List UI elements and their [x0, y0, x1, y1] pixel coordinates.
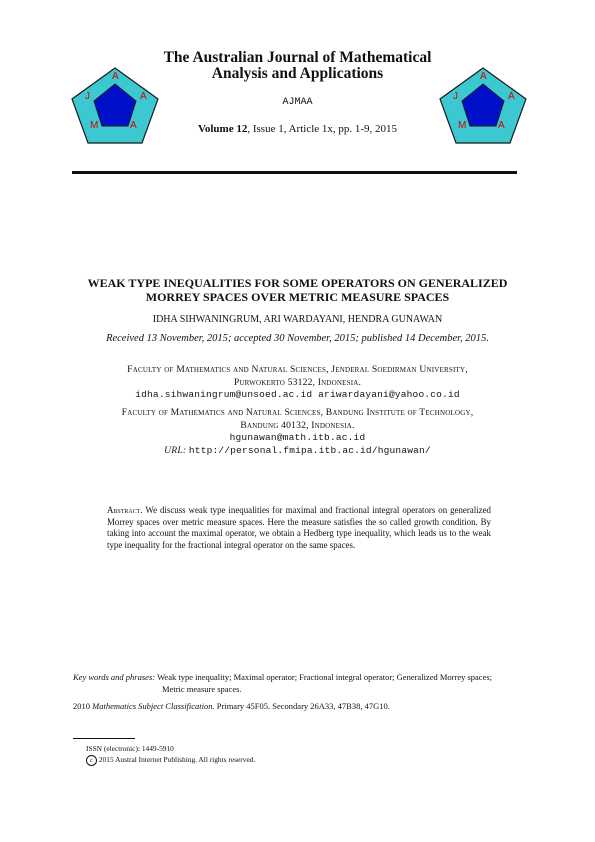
paper-title-line: WEAK TYPE INEQUALITIES FOR SOME OPERATORS ON GENERALIZED: [87, 276, 508, 290]
paper-title: [60, 276, 535, 304]
logo-letter: A: [112, 71, 119, 82]
volume-number: Volume 12: [197, 123, 248, 135]
header-rule: [72, 171, 517, 174]
received-dates: Received 13 November, 2015; accepted 30 November, 2015; published 14 December, 2015.: [106, 333, 489, 344]
journal-title: [0, 50, 595, 82]
abstract-label: Abstract.: [107, 505, 143, 515]
volume-info: [0, 123, 595, 135]
affiliation-line: Faculty of Mathematics and Natural Sciences, Bandung Institute of Technology,: [121, 407, 474, 418]
abstract: [107, 505, 491, 551]
issn: ISSN (electronic): 1449-5910: [86, 744, 174, 753]
msc-text: Primary 45F05. Secondary 26A33, 47B38, 47G10.: [216, 701, 390, 711]
affiliation-url: [80, 445, 515, 458]
footnote-rule: [73, 738, 135, 739]
logo-letter: A: [498, 120, 505, 131]
issue-article: , Issue 1, Article 1x, pp. 1-9, 2015: [247, 123, 398, 135]
authors: IDHA SIHWANINGRUM, ARI WARDAYANI, HENDRA GUNAWAN: [152, 314, 443, 325]
logo-letter: A: [480, 71, 487, 82]
journal-title-line: The Australian Journal of Mathematical: [163, 49, 432, 66]
journal-title-line: Analysis and Applications: [211, 65, 384, 82]
logo-letter: M: [458, 120, 467, 131]
logo-letter: A: [508, 91, 515, 102]
affiliation-email[interactable]: idha.sihwaningrum@unsoed.ac.id ariwardayani@yahoo.co.id: [135, 389, 460, 401]
logo-letter: A: [140, 91, 147, 102]
copyright-text: 2015 Austral Internet Publishing. All rights reserved.: [98, 755, 256, 765]
keywords-label: Key words and phrases:: [73, 672, 156, 682]
affiliation-line: Faculty of Mathematics and Natural Sciences, Jenderal Soedirman University,: [127, 364, 468, 375]
copyright-icon: c: [86, 755, 97, 766]
keywords-text: Metric measure spaces.: [162, 683, 242, 694]
abstract-text: We discuss weak type inequalities for maximal and fractional integral operators on generalized Morrey spaces over metric measure spaces. Here the measure satisfies the so called growth condition. By taking into account the maximal operator, we obtain a Hedberg type inequality, which leads us to the weak type inequality for the fractional integral operator on the same spaces.: [107, 505, 491, 550]
affiliation-1: [80, 364, 515, 402]
paper-title-line: MORREY SPACES OVER METRIC MEASURE SPACES: [145, 290, 450, 304]
logo-letter: J: [453, 91, 458, 102]
keywords-text: Weak type inequality; Maximal operator; Fractional integral operator; Generalized Morrey spaces;: [157, 672, 493, 682]
logo-letter: M: [90, 120, 99, 131]
affiliation-email[interactable]: hgunawan@math.itb.ac.id: [229, 432, 366, 444]
msc-year: 2010: [73, 701, 90, 711]
msc-classification: [73, 701, 390, 711]
affiliation-line: Purwokerto 53122, Indonesia.: [233, 376, 362, 388]
affiliation-line: Bandung 40132, Indonesia.: [240, 419, 355, 431]
journal-short-name: AJMAA: [282, 97, 313, 108]
keywords: [73, 672, 533, 696]
logo-letter: A: [130, 120, 137, 131]
copyright: [86, 755, 255, 766]
msc-label: Mathematics Subject Classification.: [92, 701, 215, 711]
affiliation-2: [80, 407, 515, 457]
url-label: URL:: [164, 444, 187, 456]
url-link[interactable]: http://personal.fmipa.itb.ac.id/hgunawan/: [188, 444, 431, 456]
logo-letter: J: [85, 91, 90, 102]
